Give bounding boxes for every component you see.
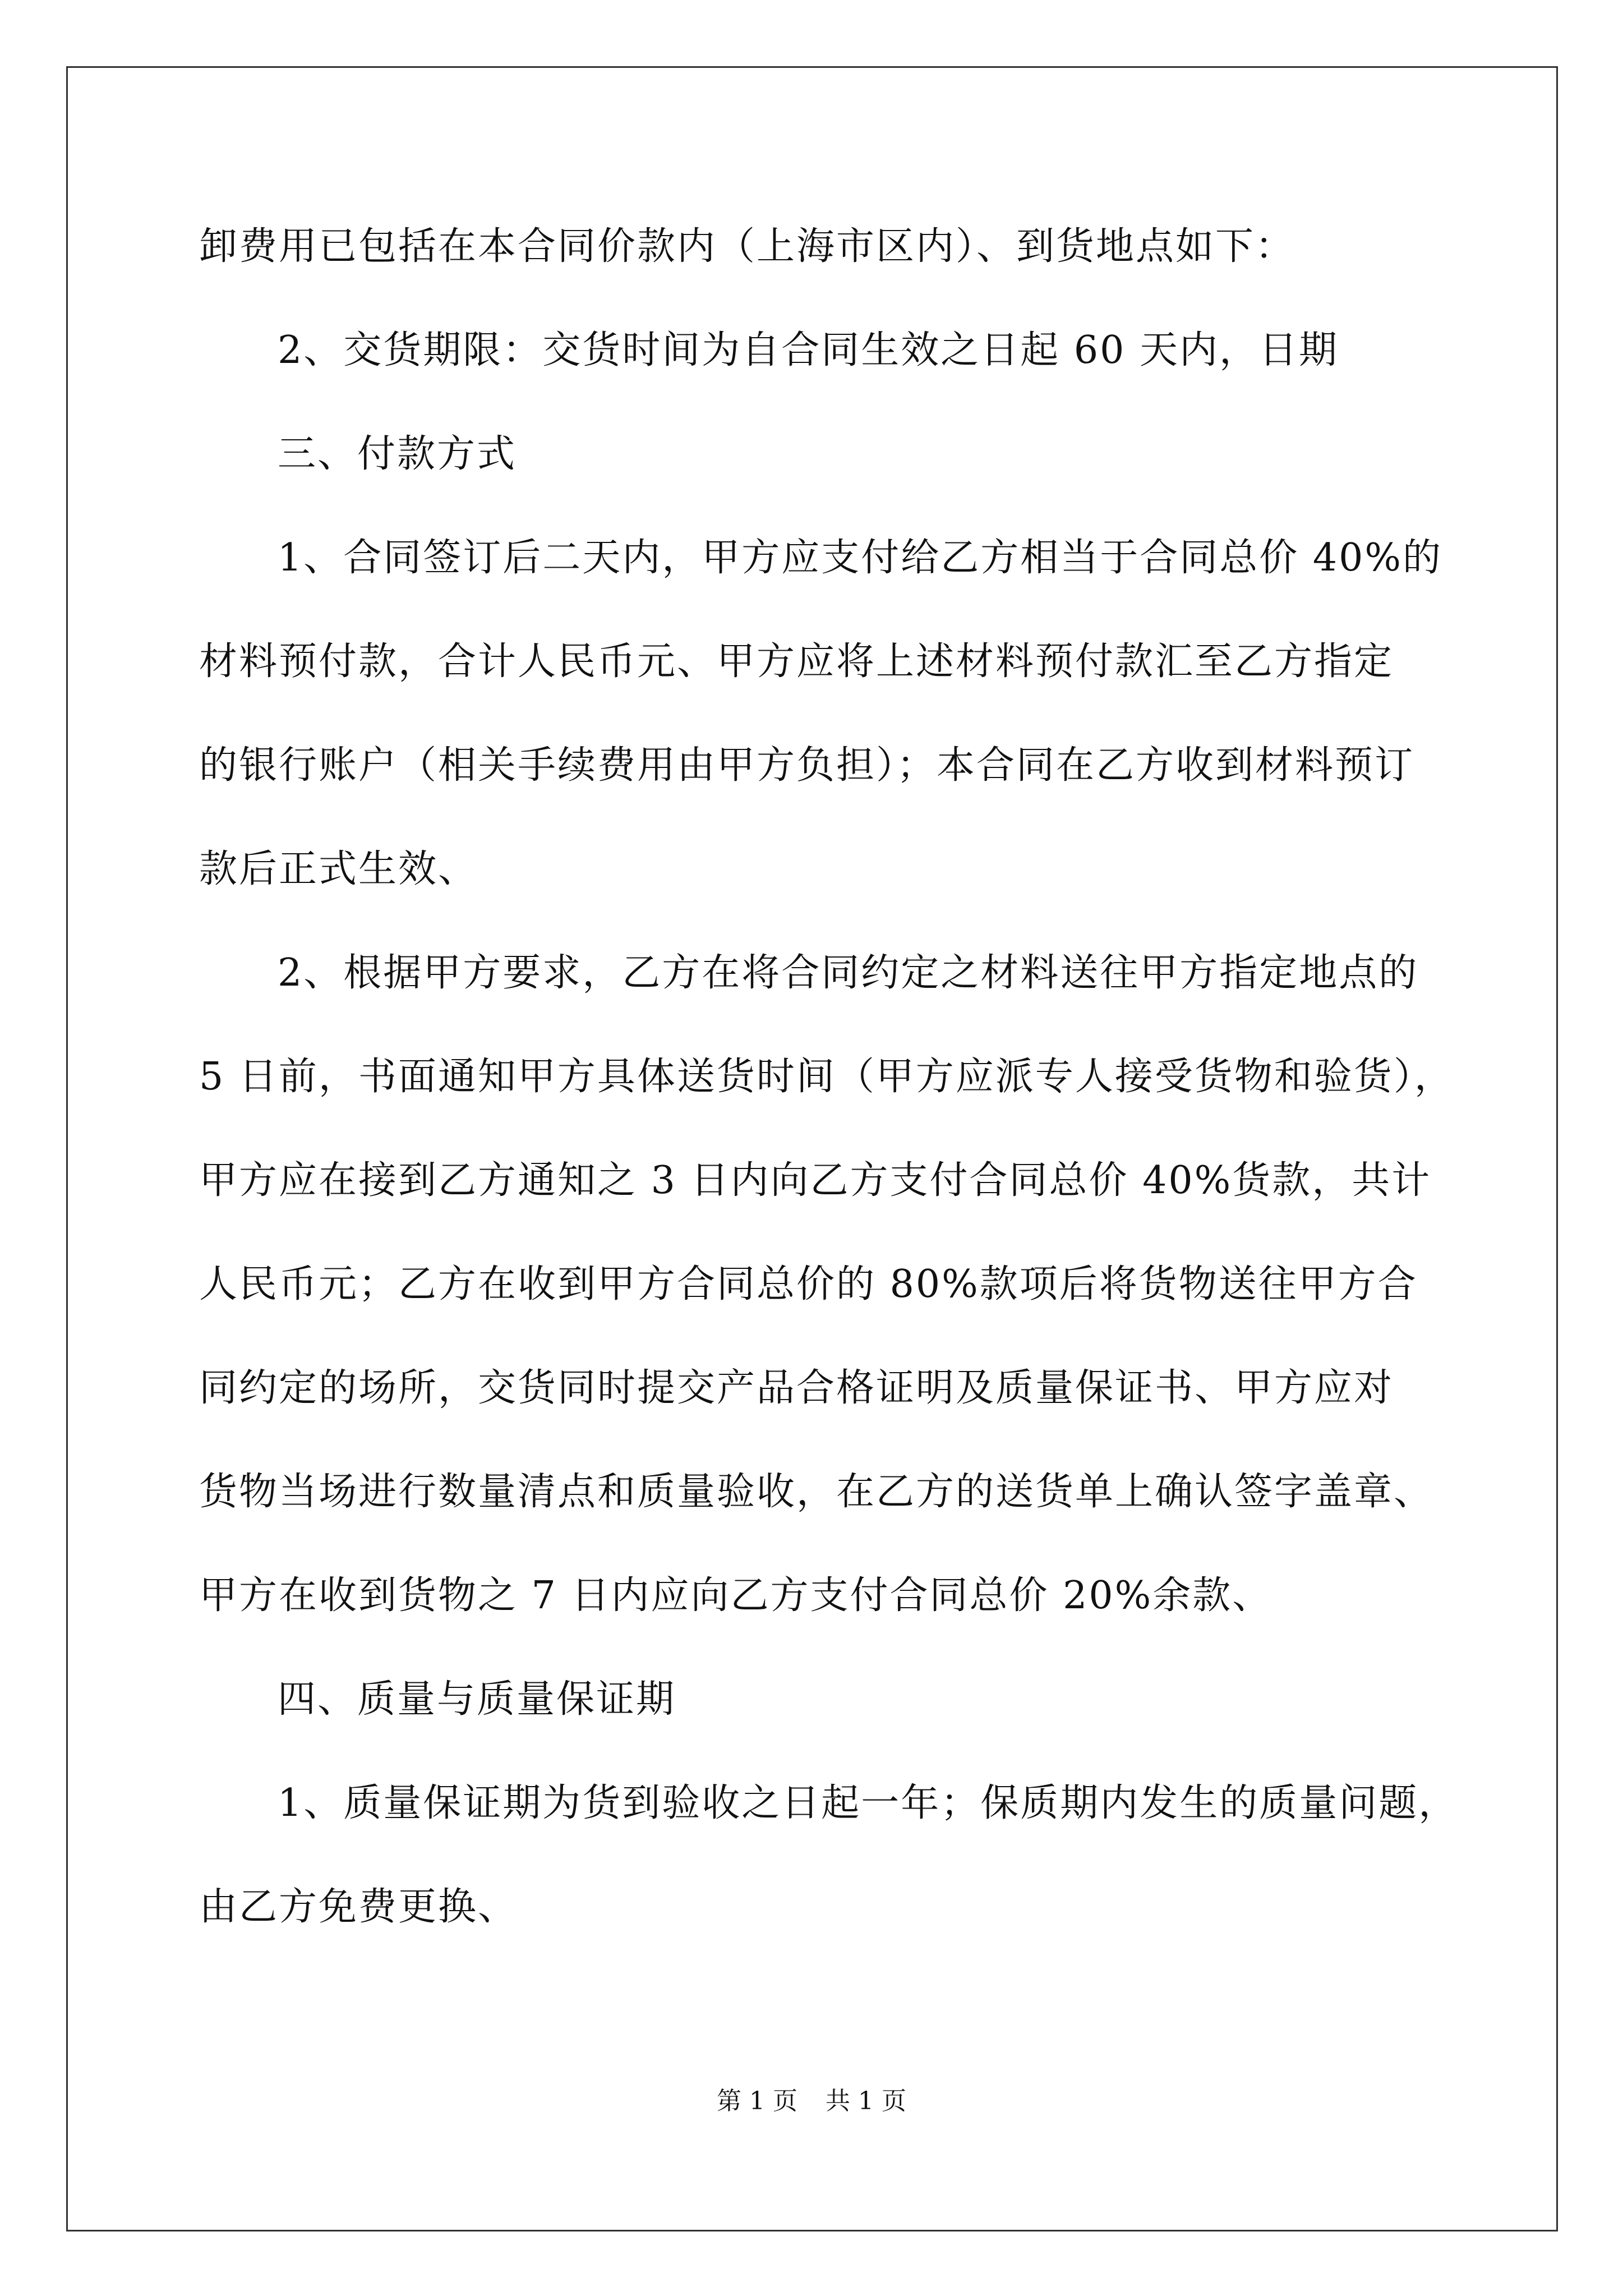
paragraph-line: 同约定的场所，交货同时提交产品合格证明及质量保证书、甲方应对 [199, 1366, 1394, 1410]
paragraph-line: 货物当场进行数量清点和质量验收，在乙方的送货单上确认签字盖章、 [199, 1470, 1434, 1514]
page-footer [0, 2086, 1623, 2117]
paragraph-line: 甲方在收到货物之 7 日内应向乙方支付合同总价 20%余款、 [199, 1573, 1272, 1618]
paragraph-line: 5 日前，书面通知甲方具体送货时间（甲方应派专人接受货物和验货）， [199, 1055, 1454, 1099]
paragraph-line: 2、根据甲方要求，乙方在将合同约定之材料送往甲方指定地点的 [278, 951, 1419, 995]
paragraph-line: 人民币元；乙方在收到甲方合同总价的 80%款项后将货物送往甲方合 [199, 1262, 1418, 1306]
paragraph-line: 2、交货期限：交货时间为自合同生效之日起 60 天内，日期 [278, 328, 1339, 372]
page-number: 第 1 页 [717, 2087, 797, 2115]
paragraph-line: 材料预付款，合计人民币元、甲方应将上述材料预付款汇至乙方指定 [199, 639, 1394, 684]
paragraph-line: 由乙方免费更换、 [199, 1885, 518, 1929]
paragraph-line: 款后正式生效、 [199, 847, 478, 891]
section-heading: 四、质量与质量保证期 [278, 1677, 676, 1722]
section-heading: 三、付款方式 [278, 432, 517, 476]
paragraph-line: 卸费用已包括在本合同价款内（上海市区内）、到货地点如下： [199, 224, 1295, 269]
paragraph-line: 的银行账户（相关手续费用由甲方负担）；本合同在乙方收到材料预订 [199, 743, 1415, 788]
paragraph-line: 1、质量保证期为货到验收之日起一年；保质期内发生的质量问题， [278, 1781, 1459, 1825]
paragraph-line: 1、合同签订后二天内，甲方应支付给乙方相当于合同总价 40%的 [278, 536, 1443, 580]
paragraph-line: 甲方应在接到乙方通知之 3 日内向乙方支付合同总价 40%货款，共计 [199, 1158, 1432, 1203]
page-total: 共 1 页 [826, 2087, 906, 2115]
